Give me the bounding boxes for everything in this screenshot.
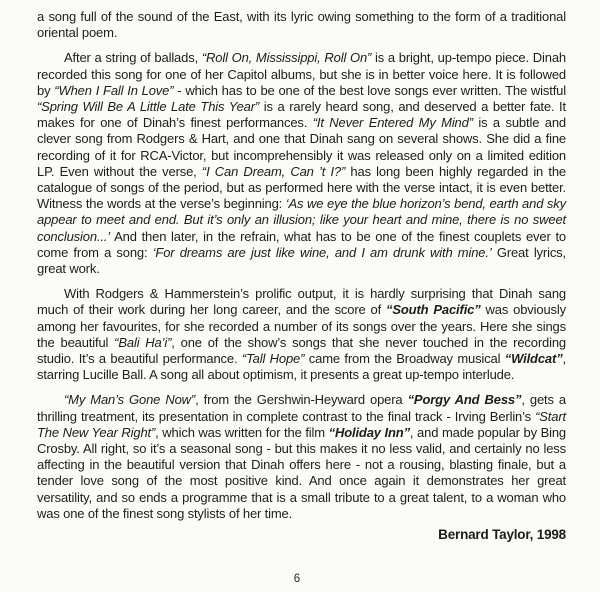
text: , one of the show’s songs that she never touched in the recording studio. It’s a beautiful performance.: [37, 334, 566, 367]
song-title: “I Can Dream, Can ’t I?”: [201, 163, 346, 179]
text: Great lyrics, great work.: [37, 244, 566, 277]
text: , gets a thrilling treatment, its presentation in complete contrast to the final track - Irving Berlin’s: [37, 392, 567, 424]
text: , which was written for the film: [155, 424, 329, 440]
song-title: “My Man’s Gone Now”: [64, 392, 196, 408]
text: With Rodgers & Hammerstein’s prolific output, it is hardly surprising that Dinah sang much of their work during her long career, and the score of: [37, 286, 566, 318]
show-title: “Porgy And Bess”: [407, 392, 522, 408]
paragraph: [37, 9, 566, 41]
text: has long been highly regarded in the catalogue of songs of the period, but as performed here with the verse intact, it is even better. Witness the words at the verse’s beginning:: [37, 163, 567, 212]
song-title: “It Never Entered My Mind”: [312, 115, 473, 131]
song-title: “Roll On, Mississippi, Roll On”: [201, 50, 372, 66]
text: a song full of the sound of the East, with its lyric owing something to the form of a traditional oriental poem.: [37, 9, 566, 41]
text: , starring Lucille Ball. A song all about optimism, it presents a great up-tempo interlude.: [37, 351, 567, 383]
text: is a subtle and clever song from Rodgers & Hart, and one that Dinah sang on several shows. She did a fine recording of it for RCA-Victor, but incomprehensibly it was released only on a limited edition LP. Even without the verse,: [37, 115, 566, 179]
text: After a string of ballads,: [64, 50, 202, 66]
show-title: “Wildcat”: [504, 351, 563, 367]
lyric-quote: ‘As we eye the blue horizon’s bend, earth and sky appear to meet and end. But it’s only an illusion; like your heart and mine, there is no sweet conclusion...’: [37, 196, 566, 244]
song-title: “Bali Ha’i”: [114, 334, 172, 350]
paragraph: [37, 392, 566, 522]
text: And then later, in the refrain, what has to be one of the finest couplets ever to come from a song:: [37, 228, 566, 260]
show-title: “Holiday Inn”: [328, 424, 410, 440]
paragraph: [37, 50, 566, 277]
paragraph: [37, 286, 566, 383]
song-title: “Start The New Year Right”: [37, 408, 566, 440]
text: , from the Gershwin-Heyward opera: [195, 392, 408, 408]
song-title: “Tall Hope”: [241, 351, 305, 367]
author-signature: Bernard Taylor, 1998: [438, 527, 566, 543]
text: is a rarely heard song, and deserved a better fate. It makes for one of Dinah’s finest performances.: [37, 99, 566, 131]
text: came from the Broadway musical: [304, 351, 505, 367]
text: , and made popular by Bing Crosby. All right, so it’s a seasonal song - but this makes it no less valid, and certainly no less affecting in the beautiful version that Dinah offers here - not a rousing, blasting finale, but a tender love song of the most positive kind. And once again it demonstrates her great versatility, and so ends a programme that is a small tribute to a great talent, to a woman who was one of the finest song stylists of her time.: [37, 424, 566, 521]
song-title: “Spring Will Be A Little Late This Year”: [37, 99, 260, 115]
song-title: “When I Fall In Love”: [54, 82, 174, 98]
text: - which has to be one of the best love songs ever written. The wistful: [173, 82, 566, 98]
page-number: 6: [293, 573, 301, 585]
text: is a bright, up-tempo piece. Dinah recorded this song for one of her Capitol albums, but she is in better voice here. It is followed by: [37, 50, 566, 98]
lyric-quote: ‘For dreams are just like wine, and I am drunk with mine.’: [152, 244, 492, 260]
text: was obviously among her favourites, for she recorded a number of its songs over the years. Here she sings the beautiful: [37, 302, 566, 350]
show-title: “South Pacific”: [386, 302, 481, 318]
